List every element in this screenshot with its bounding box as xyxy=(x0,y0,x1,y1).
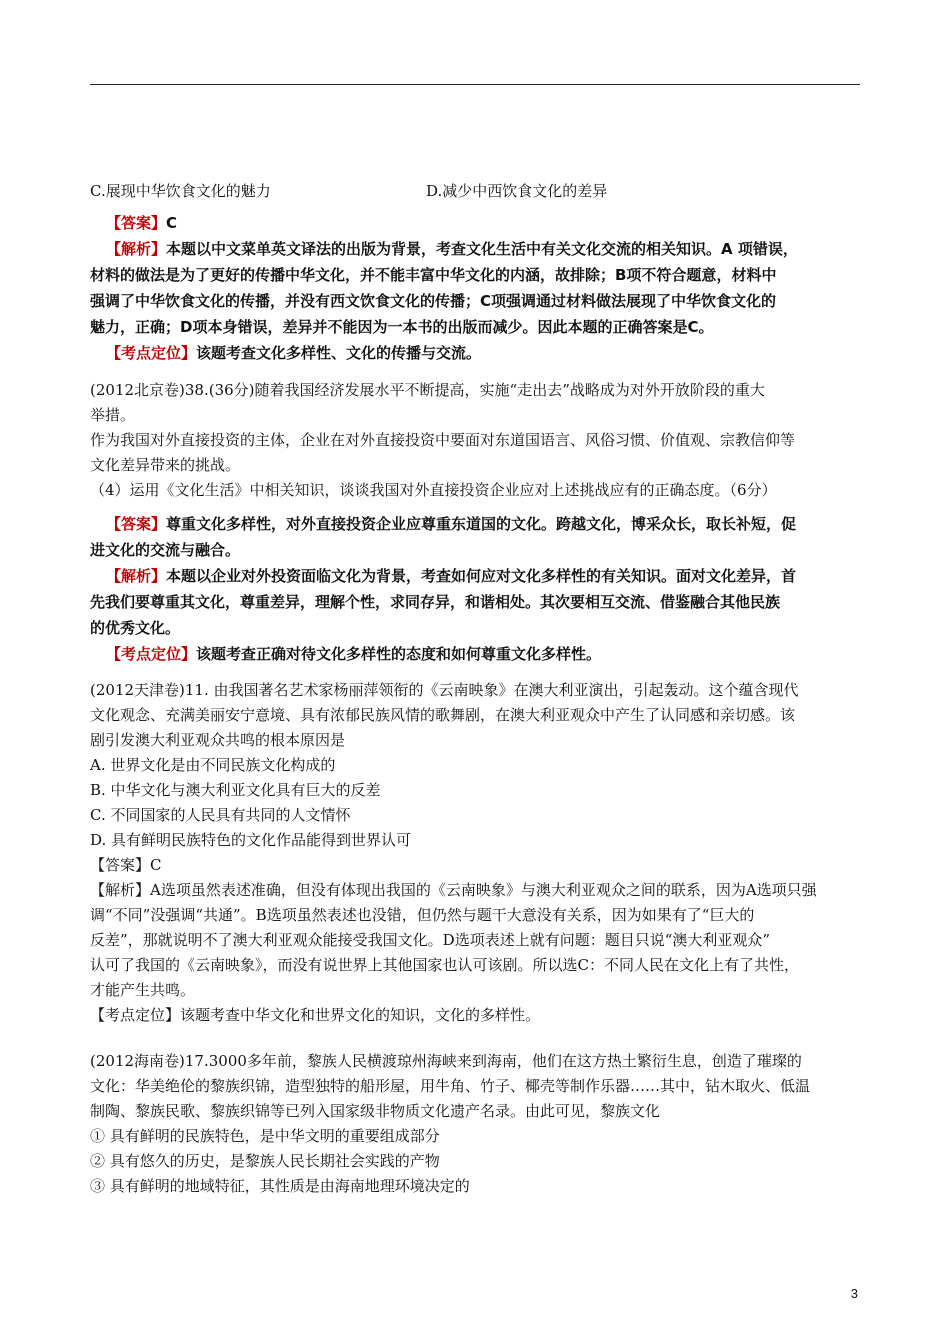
question-line: （4）运用《文化生活》中相关知识，谈谈我国对外直接投资企业应对上述挑战应有的正确态度。（6分） xyxy=(90,481,777,499)
analysis-text: 本题以中文菜单英文译法的出版为背景，考查文化生活中有关文化交流的相关知识。A 项错误， xyxy=(166,240,798,258)
question-line: 制陶、黎族民歌、黎族织锦等已列入国家级非物质文化遗产名录。由此可见，黎族文化 xyxy=(90,1102,661,1120)
analysis-line: 材料的做法是为了更好的传播中华文化，并不能丰富中华文化的内涵，故排除；B项不符合题意，材料中 xyxy=(90,266,777,284)
answer-label: 【答案】 xyxy=(106,515,167,533)
analysis-line: 先我们要尊重其文化，尊重差异，理解个性，求同存异，和谐相处。其次要相互交流、借鉴融合其他民族 xyxy=(90,593,781,611)
key-point-line xyxy=(90,641,865,667)
question-line: 文化：华美绝伦的黎族织锦，造型独特的船形屋，用牛角、竹子、椰壳等制作乐器……其中，钻木取火、低温 xyxy=(90,1077,811,1095)
question-38 xyxy=(90,378,865,503)
answer-line xyxy=(90,210,865,236)
question-line: 作为我国对外直接投资的主体，企业在对外直接投资中要面对东道国语言、风俗习惯、价值观、宗教信仰等 xyxy=(90,431,796,449)
question-line: (2012北京卷)38.(36分)随着我国经济发展水平不断提高，实施“走出去”战略成为对外开放阶段的重大 xyxy=(90,381,765,399)
analysis-line xyxy=(90,236,865,262)
answer-block-1 xyxy=(90,210,865,366)
key-point-label: 【考点定位】 xyxy=(106,344,197,362)
question-line: 文化差异带来的挑战。 xyxy=(90,456,241,474)
key-point-line xyxy=(90,340,865,366)
answer-value: C xyxy=(166,214,178,232)
question-line: (2012天津卷)11. 由我国著名艺术家杨丽萍领衔的《云南映象》在澳大利亚演出，引起轰动。这个蕴含现代 xyxy=(90,681,799,699)
statement-1: ① 具有鲜明的民族特色，是中华文明的重要组成部分 xyxy=(90,1127,440,1145)
analysis-label: 【解析】 xyxy=(106,240,167,258)
analysis-line: 的优秀文化。 xyxy=(90,619,181,637)
question-line: 文化观念、充满美丽安宁意境、具有浓郁民族风情的歌舞剧，在澳大利亚观众中产生了认同感和亲切感。该 xyxy=(90,706,796,724)
analysis-label: 【解析】 xyxy=(106,567,167,585)
analysis-text: 本题以企业对外投资面临文化为背景，考查如何应对文化多样性的有关知识。面对文化差异，首 xyxy=(166,567,797,585)
header-rule xyxy=(90,84,860,85)
option-c: C.展现中华饮食文化的魅力 xyxy=(90,182,271,200)
page-number: 3 xyxy=(850,1286,858,1301)
key-point-line: 【考点定位】该题考查中华文化和世界文化的知识，文化的多样性。 xyxy=(90,1006,541,1024)
answer-block-2 xyxy=(90,511,865,667)
question-line: 举措。 xyxy=(90,406,136,424)
key-point-label: 【考点定位】 xyxy=(106,645,197,663)
choice-d: D. 具有鲜明民族特色的文化作品能得到世界认可 xyxy=(90,831,412,849)
answer-line: 【答案】C xyxy=(90,856,162,874)
question-line: (2012海南卷)17.3000多年前，黎族人民横渡琼州海峡来到海南，他们在这方热土繁衍生息，创造了璀璨的 xyxy=(90,1052,802,1070)
choice-c: C. 不同国家的人民具有共同的人文情怀 xyxy=(90,806,351,824)
answer-line xyxy=(90,511,865,537)
analysis-line: 【解析】A选项虽然表述准确，但没有体现出我国的《云南映象》与澳大利亚观众之间的联系，因为A选项只强 xyxy=(90,881,817,899)
choice-b: B. 中华文化与澳大利亚文化具有巨大的反差 xyxy=(90,781,381,799)
statement-3: ③ 具有鲜明的地域特征，其性质是由海南地理环境决定的 xyxy=(90,1177,470,1195)
answer-label: 【答案】 xyxy=(106,214,167,232)
question-11 xyxy=(90,678,865,1028)
analysis-line: 魅力，正确；D项本身错误，差异并不能因为一本书的出版而减少。因此本题的正确答案是C。 xyxy=(90,318,714,336)
question-line: 剧引发澳大利亚观众共鸣的根本原因是 xyxy=(90,731,346,749)
analysis-line: 调“不同”没强调“共通”。B选项虽然表述也没错，但仍然与题干大意没有关系，因为如果有了“巨大的 xyxy=(90,906,755,924)
key-point-text: 该题考查文化多样性、文化的传播与交流。 xyxy=(196,344,482,362)
question-17 xyxy=(90,1049,865,1199)
option-d: D.减少中西饮食文化的差异 xyxy=(426,182,608,200)
analysis-line: 才能产生共鸣。 xyxy=(90,981,196,999)
analysis-line xyxy=(90,563,865,589)
answer-text: 尊重文化多样性，对外直接投资企业应尊重东道国的文化。跨越文化，博采众长，取长补短，促 xyxy=(166,515,797,533)
answer-line: 进文化的交流与融合。 xyxy=(90,541,241,559)
analysis-line: 强调了中华饮食文化的传播，并没有西文饮食文化的传播；C项强调通过材料做法展现了中华饮食文化的 xyxy=(90,292,777,310)
choice-a: A. 世界文化是由不同民族文化构成的 xyxy=(90,756,336,774)
statement-2: ② 具有悠久的历史，是黎族人民长期社会实践的产物 xyxy=(90,1152,440,1170)
analysis-line: 认可了我国的《云南映象》，而没有说世界上其他国家也认可该剧。所以选C：不同人民在文化上有了共性， xyxy=(90,956,799,974)
key-point-text: 该题考查正确对待文化多样性的态度和如何尊重文化多样性。 xyxy=(196,645,602,663)
analysis-line: 反差”，那就说明不了澳大利亚观众能接受我国文化。D选项表述上就有问题：题目只说“澳大利亚观众” xyxy=(90,931,771,949)
